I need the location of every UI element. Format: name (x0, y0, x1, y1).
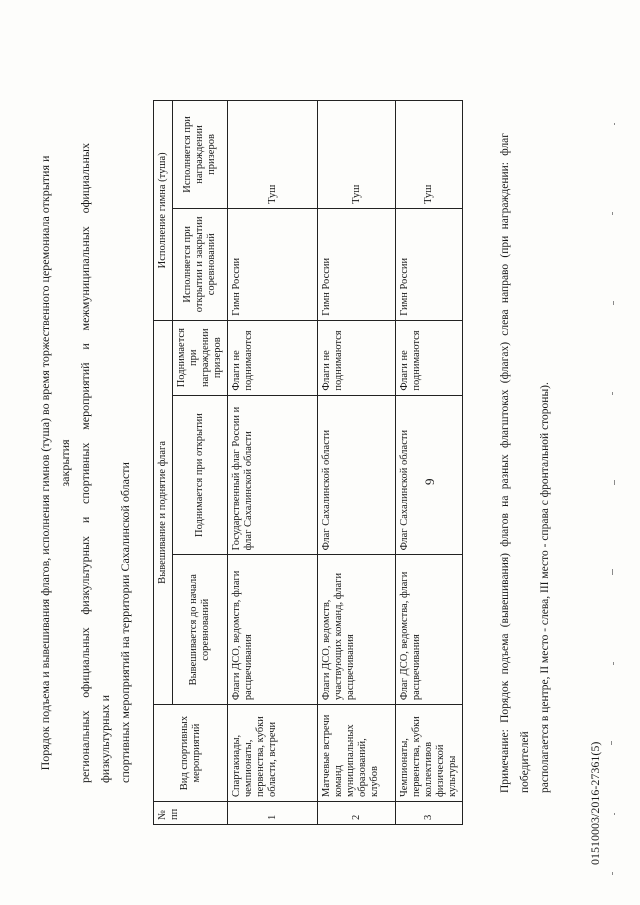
cell-num: 2 (318, 802, 396, 825)
header-anthem-open-close: Исполняется при открытии и закрытии соревнований (173, 208, 228, 320)
header-flags-group: Вывешивание и поднятие флага (154, 320, 173, 704)
cell-flags-before: Флаги ДСО, ведомств, участвующих команд, флаги расцвечивания (318, 555, 396, 705)
cell-anthem-open-close: Гимн России (228, 208, 318, 320)
header-anthem-group: Исполнение гимна (туша) (154, 101, 173, 321)
cell-anthem-open-close: Гимн России (318, 208, 396, 320)
footnote-line-1: Примечание: Порядок подъема (вывешивания) флагов на разных флагштоках (флагах) слева направо (при награждении: флаг победителей (499, 133, 531, 793)
cell-flags-awarding: Флаги не поднимаются (228, 320, 318, 395)
table-header-row (154, 101, 173, 825)
document-heading (35, 143, 135, 783)
page-number: 9 (422, 478, 437, 485)
table-row (228, 101, 318, 825)
cell-anthem-awarding: Туш (318, 101, 396, 209)
cell-event-type: Чемпионаты, первенства, кубки коллективов физической культуры (396, 705, 463, 802)
cell-anthem-awarding: Туш (228, 101, 318, 209)
header-flags-before: Вывешивается до начала соревнований (173, 555, 228, 705)
header-flags-awarding: Поднимается при награждении призеров (173, 320, 228, 395)
cell-flags-opening: Флаг Сахалинской области (318, 395, 396, 555)
table-row (318, 101, 396, 825)
header-flags-opening: Поднимается при открытии (173, 395, 228, 555)
cell-flags-before: Флаг ДСО, ведомства, флаги расцвечивания (396, 555, 463, 705)
heading-line-2: региональных официальных физкультурных и спортивных мероприятий и межмуниципальных официальных физкультурных и (78, 143, 112, 783)
footnote-line-2: располагается в центре, II место - слева, III место - справа с фронтальной стороны). (539, 382, 551, 793)
scan-noise (600, 0, 640, 905)
heading-line-3: спортивных мероприятий на территории Сахалинской области (118, 462, 132, 783)
flags-anthem-table (153, 100, 463, 825)
cell-flags-opening: Государственный флаг России и флаг Сахалинской области (228, 395, 318, 555)
footnote (495, 133, 555, 793)
cell-num: 1 (228, 802, 318, 825)
header-event-type: Вид спортивных мероприятий (154, 705, 228, 802)
cell-flags-awarding: Флаги не поднимаются (318, 320, 396, 395)
cell-flags-opening: Флаг Сахалинской области (396, 395, 463, 555)
table-row (396, 101, 463, 825)
cell-flags-before: Флаги ДСО, ведомств, флаги расцвечивания (228, 555, 318, 705)
header-num: № пп (154, 802, 228, 825)
cell-anthem-awarding: Туш (396, 101, 463, 209)
heading-line-1: Порядок подъема и вывешивания флагов, исполнения гимнов (туша) во время торжественного церемониала открытия и закрытия (38, 155, 72, 771)
cell-event-type: Спартакиады, чемпионаты, первенства, кубки области, встречи (228, 705, 318, 802)
cell-flags-awarding: Флаги не поднимаются (396, 320, 463, 395)
cell-event-type: Матчевые встречи команд муниципальных образований, клубов (318, 705, 396, 802)
document-id: 01510003/2016-27361(5) (588, 741, 602, 865)
cell-num: 3 (396, 802, 463, 825)
cell-anthem-open-close: Гимн России (396, 208, 463, 320)
header-anthem-awarding: Исполняется при награждении призеров (173, 101, 228, 209)
